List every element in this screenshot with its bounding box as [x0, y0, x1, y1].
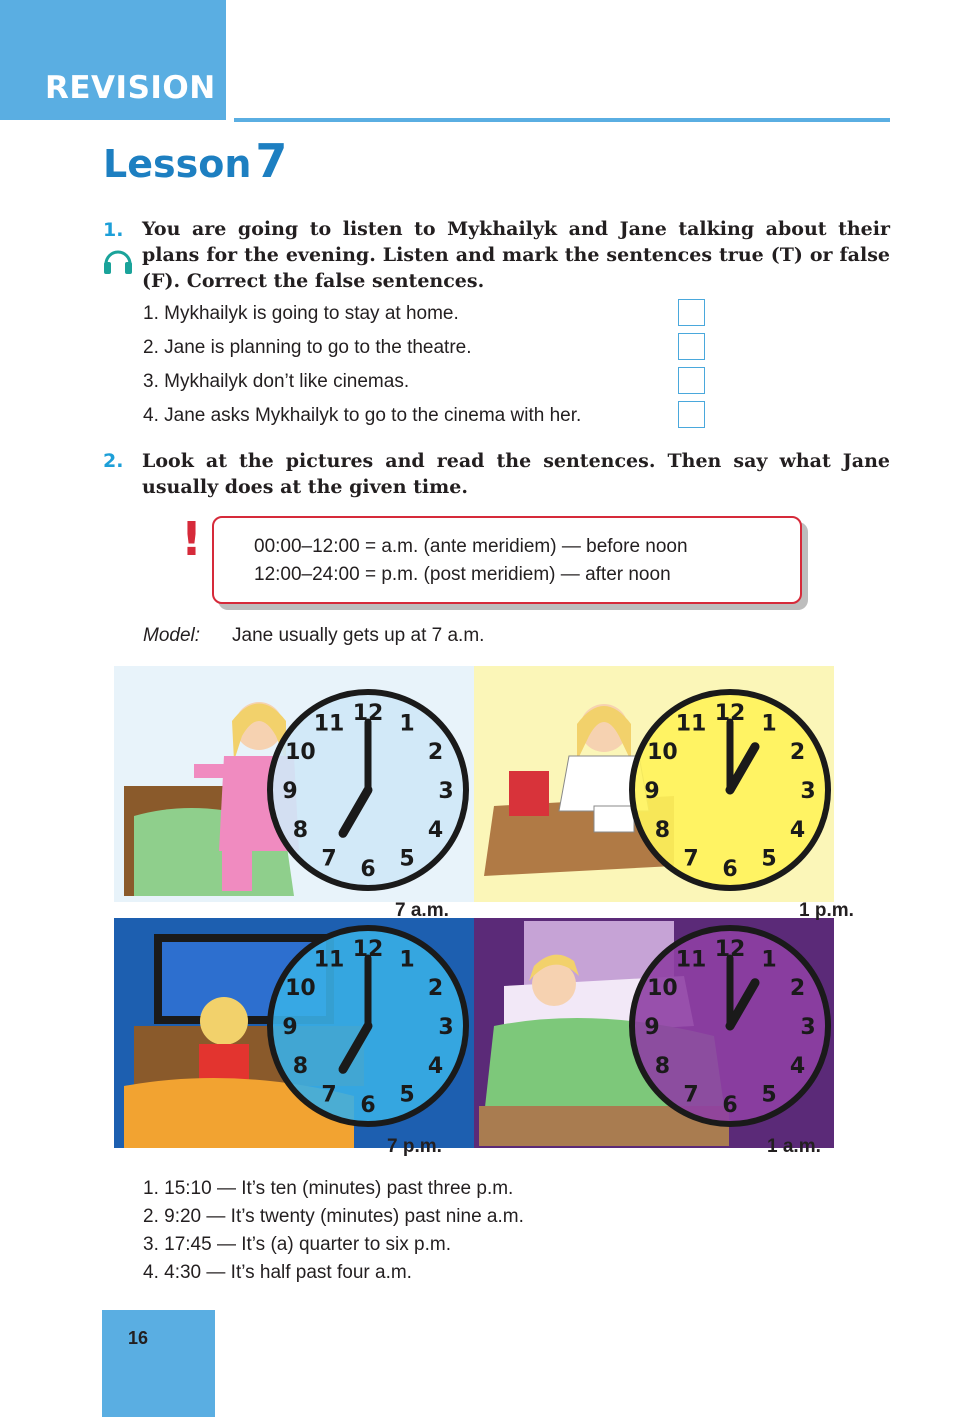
- statement-2: 2. Jane is planning to go to the theatre.: [143, 337, 472, 358]
- time-item-3: 3. 17:45 — It’s (a) quarter to six p.m.: [143, 1234, 451, 1255]
- exclamation-icon: !: [181, 512, 202, 566]
- label-7am: 7 a.m.: [395, 900, 449, 921]
- clock-numeral: 8: [654, 1054, 671, 1079]
- clock-numeral: 10: [647, 976, 678, 1001]
- clock-numeral: 9: [644, 779, 660, 804]
- clock-numeral: 5: [761, 1082, 777, 1108]
- answer-box-2[interactable]: [678, 333, 705, 360]
- statement-4: 4. Jane asks Mykhailyk to go to the cinema with her.: [143, 405, 582, 426]
- label-7pm: 7 p.m.: [387, 1136, 442, 1157]
- exercise-1-instruction: You are going to listen to Mykhailyk and Jane talking about their plans for the evening. Listen and mark the sentences true (T) or false (F). Correct the false sentences.: [142, 218, 890, 292]
- time-item-2: 2. 9:20 — It’s twenty (minutes) past nine a.m.: [143, 1206, 524, 1227]
- header-rule: [234, 118, 890, 122]
- model-label: Model:: [143, 625, 201, 646]
- model-text: Jane usually gets up at 7 a.m.: [232, 625, 485, 646]
- clock-numeral: 8: [292, 818, 309, 843]
- clock-numeral: 7: [321, 1082, 337, 1108]
- clock-numeral: 12: [352, 701, 384, 726]
- clock-numeral: 7: [321, 846, 337, 872]
- note-box: [212, 516, 802, 604]
- page-number-tab: [102, 1310, 215, 1417]
- clock-numeral: 12: [714, 937, 746, 962]
- clock-numeral: 3: [800, 779, 816, 804]
- clock-numeral: 3: [800, 1015, 816, 1040]
- label-1am: 1 a.m.: [767, 1136, 821, 1157]
- clock-numeral: 9: [282, 779, 298, 804]
- clock-numeral: 1: [761, 947, 777, 973]
- clock-4: [632, 928, 828, 1124]
- page-number: 16: [128, 1328, 149, 1348]
- lesson-number: 7: [255, 134, 288, 188]
- clock-3: [270, 928, 466, 1124]
- clock-numeral: 9: [644, 1015, 660, 1040]
- clock-numeral: 2: [789, 976, 806, 1001]
- time-item-4: 4. 4:30 — It’s half past four a.m.: [143, 1262, 412, 1283]
- clock-numeral: 4: [427, 1054, 444, 1079]
- answer-box-1[interactable]: [678, 299, 705, 326]
- section-label: REVISION: [45, 70, 216, 106]
- exercise-2-instruction: Look at the pictures and read the sentences. Then say what Jane usually does at the given time.: [142, 450, 890, 498]
- note-line-pm: 12:00–24:00 = p.m. (post meridiem) — after noon: [254, 564, 671, 585]
- clock-numeral: 8: [654, 818, 671, 843]
- clock-numeral: 11: [313, 711, 345, 737]
- exercise-1-number: 1.: [103, 219, 124, 241]
- clock-numeral: 1: [399, 947, 415, 973]
- clock-numeral: 12: [714, 701, 746, 726]
- clock-numeral: 6: [360, 857, 376, 882]
- clock-numeral: 11: [313, 947, 345, 973]
- clock-numeral: 2: [427, 740, 444, 765]
- lesson-word: Lesson: [103, 142, 252, 186]
- clock-numeral: 6: [360, 1093, 376, 1118]
- clock-2: [632, 692, 828, 888]
- lesson-title: [103, 134, 287, 188]
- clock-numeral: 2: [789, 740, 806, 765]
- clock-numeral: 10: [285, 740, 316, 765]
- statement-1: 1. Mykhailyk is going to stay at home.: [143, 303, 459, 324]
- answer-box-3[interactable]: [678, 367, 705, 394]
- clock-numeral: 7: [683, 1082, 699, 1108]
- clock-numeral: 3: [438, 779, 454, 804]
- clock-numeral: 2: [427, 976, 444, 1001]
- clock-illustrations: [114, 666, 834, 1158]
- clock-numeral: 11: [675, 947, 707, 973]
- clock-numeral: 12: [352, 937, 384, 962]
- answer-box-4[interactable]: [678, 401, 705, 428]
- clock-1: [270, 692, 466, 888]
- statement-3: 3. Mykhailyk don’t like cinemas.: [143, 371, 410, 392]
- clock-numeral: 5: [761, 846, 777, 872]
- clock-numeral: 6: [722, 1093, 738, 1118]
- clock-numeral: 5: [399, 846, 415, 872]
- clock-numeral: 4: [427, 818, 444, 843]
- clock-numeral: 10: [285, 976, 316, 1001]
- clock-numeral: 4: [789, 1054, 806, 1079]
- clock-numeral: 4: [789, 818, 806, 843]
- clock-numeral: 11: [675, 711, 707, 737]
- clock-numeral: 1: [399, 711, 415, 737]
- exercise-2-number: 2.: [103, 450, 124, 472]
- clock-numeral: 9: [282, 1015, 298, 1040]
- clock-numeral: 6: [722, 857, 738, 882]
- clock-numeral: 1: [761, 711, 777, 737]
- clock-numeral: 5: [399, 1082, 415, 1108]
- headphones-icon: [102, 246, 134, 276]
- clock-numeral: 8: [292, 1054, 309, 1079]
- clock-numeral: 3: [438, 1015, 454, 1040]
- label-1pm: 1 p.m.: [799, 900, 854, 921]
- clock-numeral: 7: [683, 846, 699, 872]
- clock-numeral: 10: [647, 740, 678, 765]
- time-item-1: 1. 15:10 — It’s ten (minutes) past three p.m.: [143, 1178, 514, 1199]
- note-line-am: 00:00–12:00 = a.m. (ante meridiem) — before noon: [254, 536, 688, 557]
